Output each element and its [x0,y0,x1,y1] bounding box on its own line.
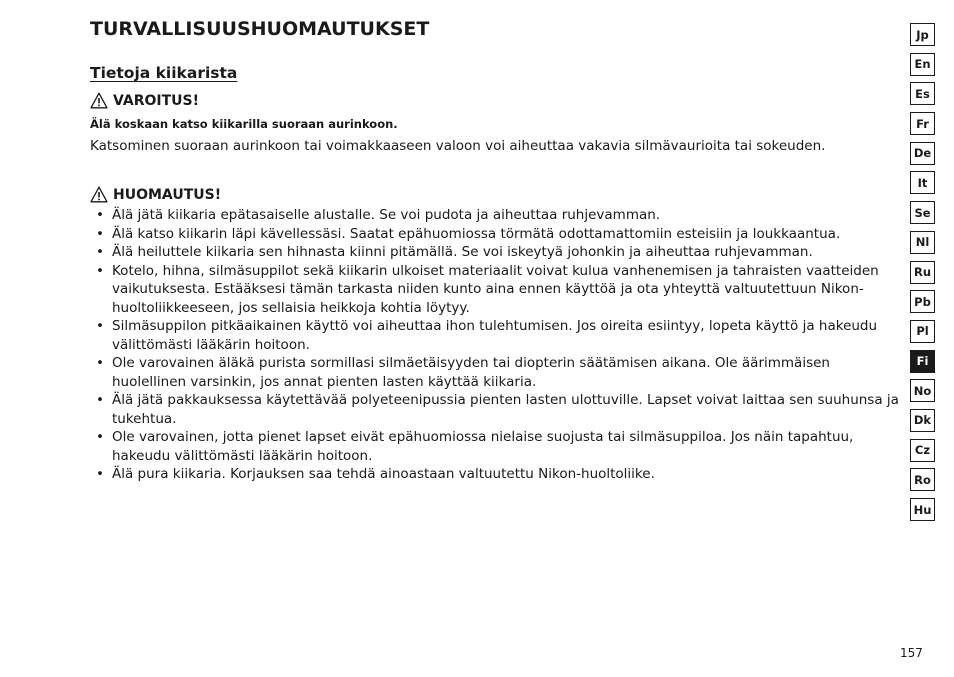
bullet: • [96,392,104,408]
lang-tab-it[interactable]: It [910,171,935,194]
lang-tab-en[interactable]: En [910,53,935,76]
bullet: • [96,466,104,482]
caution-item-text: Älä jätä pakkauksessa käytettävää polyeteenipussia pienten lasten ulottuville. Lapset voivat laittaa sen suuhunsa ja tukehtua. [112,392,899,427]
lang-tab-jp[interactable]: Jp [910,23,935,46]
warning-triangle-icon [90,92,108,109]
caution-item [90,225,900,244]
warning-body: Katsominen suoraan aurinkoon tai voimakkaaseen valoon voi aiheuttaa vakavia silmävaurioita tai sokeuden. [90,138,826,154]
lang-tab-pl[interactable]: Pl [910,320,935,343]
caution-item [90,465,900,484]
caution-list [90,206,900,484]
page-title: TURVALLISUUSHUOMAUTUKSET [90,18,430,40]
caution-item-text: Älä katso kiikarin läpi kävellessäsi. Saatat epähuomiossa törmätä odottamattomiin esteisiin ja loukkaantua. [112,225,841,242]
lang-tab-se[interactable]: Se [910,201,935,224]
caution-item [90,243,900,262]
caution-heading [90,186,221,203]
caution-item-text: Ole varovainen, jotta pienet lapset eivät epähuomiossa nielaise suojusta tai silmäsuppiloa. Jos näin tapahtuu, hakeudu välittömästi lääkärin hoitoon. [112,429,854,464]
language-tabs [910,23,935,528]
caution-item-text: Ole varovainen äläkä purista sormillasi silmäetäisyyden tai diopterin säätämisen aikana. Ole äärimmäisen huolellinen varsinkin, jos annat pienten lasten käyttää kiikaria. [112,355,830,390]
caution-item [90,354,900,391]
bullet: • [96,355,104,371]
lang-tab-pb[interactable]: Pb [910,290,935,313]
caution-item [90,391,900,428]
caution-item-text: Silmäsuppilon pitkäaikainen käyttö voi aiheuttaa ihon tulehtumisen. Jos oireita esiintyy, lopeta käyttö ja hakeudu välittömästi lääkärin hoitoon. [112,318,878,353]
caution-item-text: Älä pura kiikaria. Korjauksen saa tehdä ainoastaan valtuutettu Nikon-huoltoliike. [112,466,655,482]
warning-triangle-icon [90,186,108,203]
caution-item [90,262,900,318]
bullet: • [96,318,104,334]
lang-tab-de[interactable]: De [910,142,935,165]
caution-item-text: Älä heiluttele kiikaria sen hihnasta kiinni pitämällä. Se voi iskeytyä johonkin ja aiheuttaa ruhjevamman. [112,244,813,260]
lang-tab-es[interactable]: Es [910,82,935,105]
section-title: Tietoja kiikarista [90,64,238,82]
lang-tab-nl[interactable]: Nl [910,231,935,254]
lang-tab-hu[interactable]: Hu [910,498,935,521]
warning-subheading: Älä koskaan katso kiikarilla suoraan aurinkoon. [90,117,398,131]
lang-tab-no[interactable]: No [910,379,935,402]
caution-item [90,206,900,225]
lang-tab-cz[interactable]: Cz [910,439,935,462]
lang-tab-ro[interactable]: Ro [910,468,935,491]
bullet: • [96,207,104,223]
lang-tab-dk[interactable]: Dk [910,409,935,432]
warning-label: VAROITUS! [113,92,199,109]
lang-tab-fi[interactable]: Fi [910,350,935,373]
caution-item-text: Älä jätä kiikaria epätasaiselle alustalle. Se voi pudota ja aiheuttaa ruhjevamman. [112,207,661,223]
page-number: 157 [900,646,923,660]
lang-tab-fr[interactable]: Fr [910,112,935,135]
warning-heading [90,92,199,109]
bullet: • [96,225,104,242]
bullet: • [96,429,104,445]
bullet: • [96,262,104,279]
caution-item-text: Kotelo, hihna, silmäsuppilot sekä kiikarin ulkoiset materiaalit voivat kulua vanhenemisen ja tahraisten vaatteiden vaikutuksesta. Estääksesi tämän tarkasta niiden kunto aina ennen käyttöä ja ota yhteyttä valtuutettuun Nikon-huoltoliikkeeseen, jos sellaisia heikkoja kohtia löytyy. [112,262,879,316]
caution-item [90,317,900,354]
lang-tab-ru[interactable]: Ru [910,261,935,284]
caution-label: HUOMAUTUS! [113,186,222,203]
caution-item [90,428,900,465]
bullet: • [96,244,104,260]
